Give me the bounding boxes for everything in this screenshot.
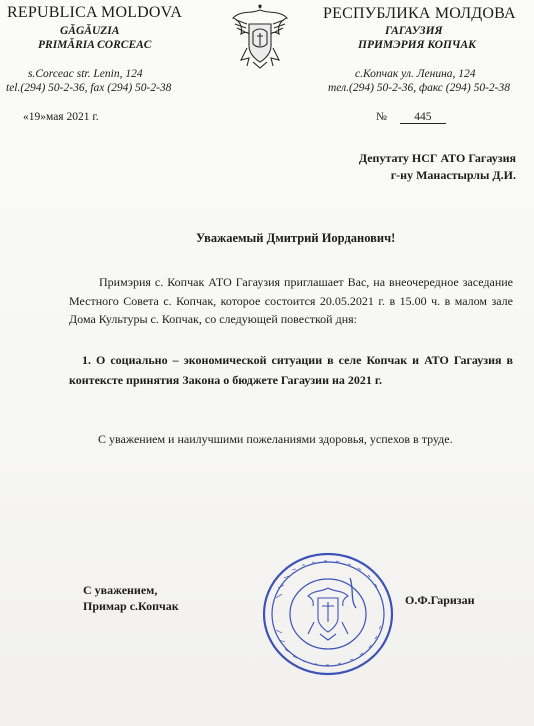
- header-right-address: с.Копчак ул. Ленина, 124: [355, 68, 476, 80]
- header-left-institution: PRIMĂRIA CORCEAC: [38, 39, 152, 51]
- header-left-address: s.Corceac str. Lenin, 124: [28, 68, 143, 80]
- official-stamp: [258, 548, 398, 678]
- letter-date: «19»мая 2021 г.: [23, 111, 99, 123]
- invitation-paragraph: Примэрия с. Копчак АТО Гагаузия приглашает Вас, на внеочередное заседание Местного Совета с. Копчак, которое состоится 20.05.2021 г. в 15.00 ч. в малом зале Дома Культуры с. Копчак, со следующей повесткой дня:: [69, 275, 513, 326]
- header-left-region: GĂGĂUZIA: [60, 25, 120, 37]
- header-right-region: ГАГАУЗИЯ: [385, 25, 443, 37]
- signature-line-2: Примар с.Копчак: [83, 599, 179, 613]
- coat-of-arms-emblem: [227, 2, 293, 72]
- signature-line-1: С уважением,: [83, 583, 158, 597]
- header-right-phone: тел.(294) 50-2-36, факс (294) 50-2-38: [328, 82, 510, 94]
- header-right-country: РЕСПУБЛИКА МОЛДОВА: [323, 5, 516, 22]
- letter-number-value: 445: [400, 111, 446, 124]
- header-right-institution: ПРИМЭРИЯ КОПЧАК: [358, 39, 476, 51]
- closing-wishes: С уважением и наилучшими пожеланиями здоровья, успехов в труде.: [98, 432, 453, 446]
- letter-number-label: №: [376, 111, 387, 123]
- addressee-line-2: г-ну Манастырлы Д.И.: [390, 168, 516, 182]
- addressee-line-1: Депутату НСГ АТО Гагаузия: [358, 151, 516, 165]
- signatory-name: О.Ф.Гаризан: [405, 593, 475, 607]
- header-left-country: REPUBLICA MOLDOVA: [7, 4, 183, 21]
- letter-number: [376, 111, 446, 124]
- header-left-phone: tel.(294) 50-2-36, fax (294) 50-2-38: [6, 82, 172, 94]
- greeting: Уважаемый Дмитрий Иорданович!: [196, 231, 396, 245]
- agenda-item: 1. О социально – экономической ситуации в селе Копчак и АТО Гагаузия в контексте принятия Закона о бюджете Гагаузии на 2021 г.: [69, 353, 513, 387]
